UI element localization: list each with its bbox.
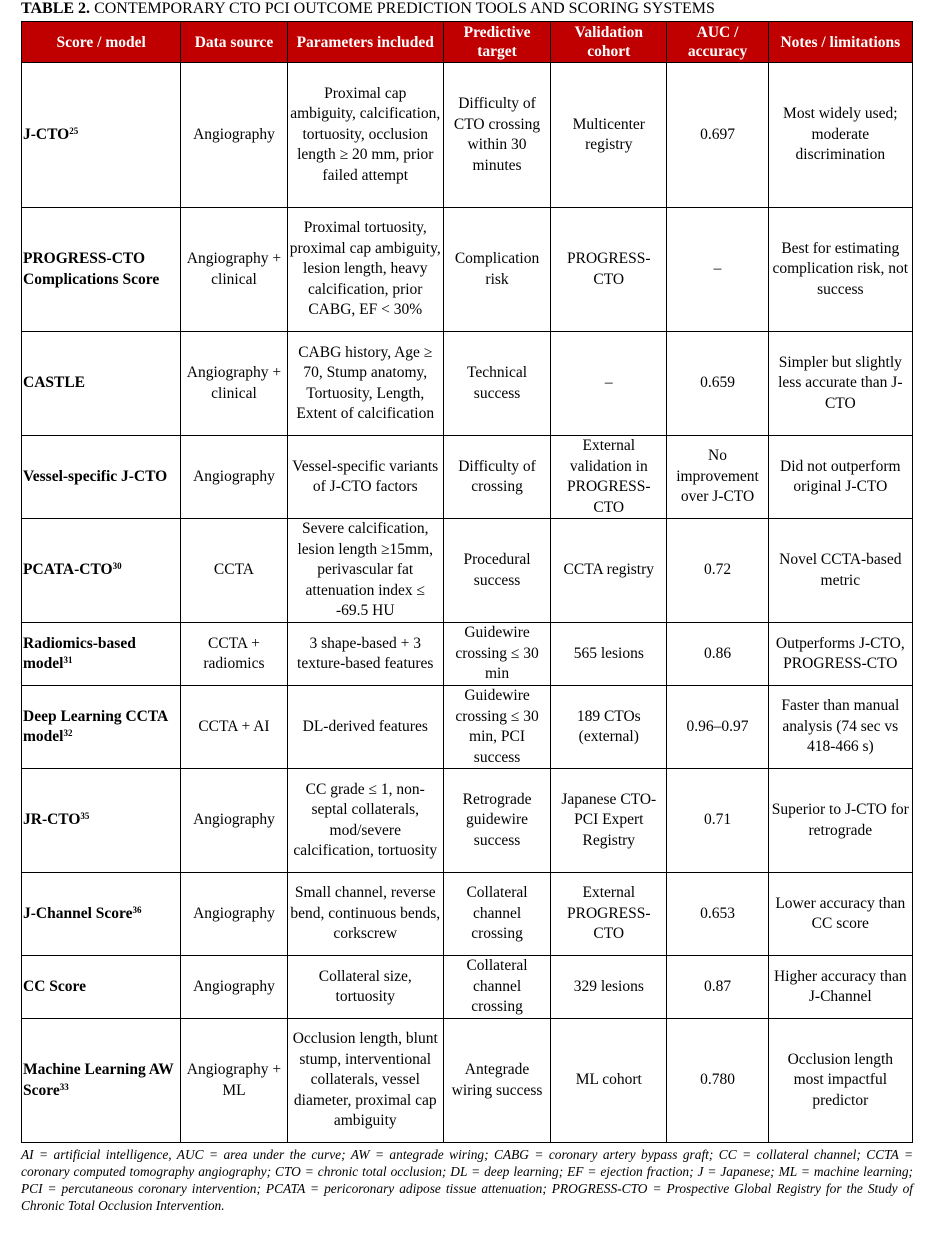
parameters-cell: CABG history, Age ≥ 70, Stump anatomy, Tortuosity, Length, Extent of calcification [287,332,443,436]
auc-cell: 0.72 [667,519,768,623]
cohort-cell: Japanese CTO-PCI Expert Registry [551,769,667,873]
notes-cell: Superior to J-CTO for retrograde [768,769,912,873]
table-row [22,1019,913,1143]
auc-cell: No improvement over J-CTO [667,436,768,519]
table-caption [21,0,921,18]
data-source-cell: Angiography [181,63,287,208]
table-row [22,332,913,436]
table-row [22,769,913,873]
header-parameters: Parameters included [287,22,443,63]
score-cell: JR-CTO$^{35}$ [22,769,181,873]
table-title: CONTEMPORARY CTO PCI OUTCOME PREDICTION TOOLS AND SCORING SYSTEMS [90,0,715,17]
target-cell: Guidewire crossing ≤ 30 min [443,623,550,686]
target-cell: Guidewire crossing ≤ 30 min, PCI success [443,686,550,769]
score-cell: J-CTO$^{25}$ [22,63,181,208]
parameters-cell: Severe calcification, lesion length ≥15mm, perivascular fat attenuation index ≤ -69.5 HU [287,519,443,623]
reference-number: 30 [112,561,122,572]
reference-number: 33 [59,1081,69,1092]
target-cell: Procedural success [443,519,550,623]
reference-number: 31 [63,655,73,665]
auc-cell: 0.697 [667,63,768,208]
target-cell: Collateral channel crossing [443,873,550,956]
cohort-cell: External PROGRESS-CTO [551,873,667,956]
prediction-tools-table [21,21,913,1143]
auc-cell: 0.87 [667,956,768,1019]
target-cell: Difficulty of crossing [443,436,550,519]
table-footnote: AI = artificial intelligence, AUC = area under the curve; AW = antegrade wiring; CABG = coronary artery bypass graft; CC = collateral channel; CCTA = coronary computed tomography angiography; CTO = chronic total occlusion; DL = deep learning; EF = ejection fraction; J = Japanese; ML = machine learning; PCI = percutaneous coronary intervention; PCATA = pericoronary adipose tissue attenuation; PROGRESS-CTO = Prospective Global Registry for the Study of Chronic Total Occlusion Intervention. [21,1147,913,1213]
data-source-cell: Angiography [181,436,287,519]
auc-cell: 0.96–0.97 [667,686,768,769]
table-row [22,436,913,519]
header-predictive-target: Predictive target [443,22,550,63]
cohort-cell: External validation in PROGRESS-CTO [551,436,667,519]
parameters-cell: 3 shape-based + 3 texture-based features [287,623,443,686]
target-cell: Retrograde guidewire success [443,769,550,873]
notes-cell: Did not outperform original J-CTO [768,436,912,519]
score-cell: Deep Learning CCTA model$^{32}$ [22,686,181,769]
data-source-cell: Angiography + ML [181,1019,287,1143]
header-score: Score / model [22,22,181,63]
parameters-cell: Occlusion length, blunt stump, interventional collaterals, vessel diameter, proximal cap ambiguity [287,1019,443,1143]
auc-cell: 0.86 [667,623,768,686]
parameters-cell: Collateral size, tortuosity [287,956,443,1019]
score-cell: Machine Learning AW Score$^{33}$ [22,1019,181,1143]
header-data-source: Data source [181,22,287,63]
header-notes: Notes / limitations [768,22,912,63]
auc-cell: 0.659 [667,332,768,436]
score-cell: CASTLE [22,332,181,436]
data-source-cell: Angiography + clinical [181,332,287,436]
auc-cell: 0.780 [667,1019,768,1143]
target-cell: Collateral channel crossing [443,956,550,1019]
auc-cell: 0.71 [667,769,768,873]
score-cell: Vessel-specific J-CTO [22,436,181,519]
target-cell: Technical success [443,332,550,436]
table-row [22,956,913,1019]
notes-cell: Best for estimating complication risk, not success [768,208,912,332]
table-row [22,873,913,956]
data-source-cell: CCTA + AI [181,686,287,769]
parameters-cell: Proximal tortuosity, proximal cap ambiguity, lesion length, heavy calcification, prior CABG, EF < 30% [287,208,443,332]
table-row [22,208,913,332]
data-source-cell: Angiography [181,956,287,1019]
parameters-cell: Vessel-specific variants of J-CTO factors [287,436,443,519]
table-row [22,63,913,208]
header-row [22,22,913,63]
table-row [22,686,913,769]
auc-cell: 0.653 [667,873,768,956]
target-cell: Antegrade wiring success [443,1019,550,1143]
score-cell: J-Channel Score$^{36}$ [22,873,181,956]
parameters-cell: Small channel, reverse bend, continuous bends, corkscrew [287,873,443,956]
notes-cell: Simpler but slightly less accurate than J-CTO [768,332,912,436]
data-source-cell: Angiography [181,873,287,956]
data-source-cell: Angiography + clinical [181,208,287,332]
data-source-cell: CCTA + radiomics [181,623,287,686]
auc-cell: – [667,208,768,332]
notes-cell: Occlusion length most impactful predictor [768,1019,912,1143]
table-label: TABLE 2. [21,0,91,17]
data-source-cell: CCTA [181,519,287,623]
cohort-cell: 189 CTOs (external) [551,686,667,769]
notes-cell: Higher accuracy than J-Channel [768,956,912,1019]
reference-number: 35 [80,811,90,822]
notes-cell: Lower accuracy than CC score [768,873,912,956]
notes-cell: Faster than manual analysis (74 sec vs 418-466 s) [768,686,912,769]
cohort-cell: PROGRESS-CTO [551,208,667,332]
reference-number: 25 [69,125,79,136]
reference-number: 36 [132,904,142,915]
cohort-cell: 565 lesions [551,623,667,686]
parameters-cell: CC grade ≤ 1, non-septal collaterals, mod/severe calcification, tortuosity [287,769,443,873]
score-cell: PCATA-CTO$^{30}$ [22,519,181,623]
cohort-cell: CCTA registry [551,519,667,623]
score-cell: Radiomics-based model$^{31}$ [22,623,181,686]
cohort-cell: ML cohort [551,1019,667,1143]
document-page [21,0,921,1214]
target-cell: Difficulty of CTO crossing within 30 minutes [443,63,550,208]
cohort-cell: 329 lesions [551,956,667,1019]
header-auc: AUC / accuracy [667,22,768,63]
table-row [22,623,913,686]
notes-cell: Most widely used; moderate discrimination [768,63,912,208]
table-row [22,519,913,623]
data-source-cell: Angiography [181,769,287,873]
reference-number: 32 [63,728,73,738]
parameters-cell: DL-derived features [287,686,443,769]
cohort-cell: – [551,332,667,436]
notes-cell: Outperforms J-CTO, PROGRESS-CTO [768,623,912,686]
parameters-cell: Proximal cap ambiguity, calcification, tortuosity, occlusion length ≥ 20 mm, prior failed attempt [287,63,443,208]
notes-cell: Novel CCTA-based metric [768,519,912,623]
score-cell: PROGRESS-CTO Complications Score [22,208,181,332]
score-cell: CC Score [22,956,181,1019]
target-cell: Complication risk [443,208,550,332]
cohort-cell: Multicenter registry [551,63,667,208]
header-validation-cohort: Validation cohort [551,22,667,63]
